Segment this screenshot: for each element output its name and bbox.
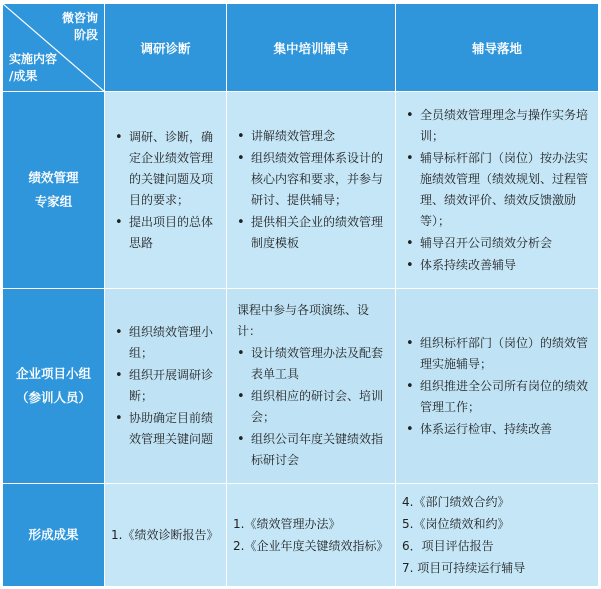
header-row	[3, 4, 599, 92]
list-item: 6．项目评估报告	[402, 539, 494, 553]
expert-group-row	[3, 92, 599, 289]
list-item: • 提出项目的总体思路	[113, 212, 218, 254]
corner-stage-line1: 微咨询	[61, 11, 98, 25]
team-implementation-cell	[396, 289, 599, 484]
team-research-cell	[105, 289, 227, 484]
list-item: 2.《企业年度关键绩效指标》	[233, 539, 389, 553]
row-label-project-team	[3, 289, 105, 484]
list-item: • 协助确定目前绩效管理关键问题	[113, 408, 218, 450]
expert-research-cell	[105, 92, 227, 289]
list-item: • 组织开展调研诊断；	[113, 365, 218, 407]
list-item: • 辅导标杆部门（岗位）按办法实施绩效管理（绩效规划、过程管理、绩效评价、绩效反馈激励等）；	[404, 148, 590, 232]
expert-training-cell	[227, 92, 396, 289]
corner-stage-label	[62, 10, 98, 44]
list-item: 1.《绩效诊断报告》	[111, 528, 219, 542]
stage-header-implementation: 辅导落地	[396, 4, 599, 92]
list-item: • 组织绩效管理小组；	[113, 322, 218, 364]
deliverables-training-cell	[227, 484, 396, 587]
list-item: 7. 项目可持续运行辅导	[402, 561, 526, 575]
deliverables-research-cell	[105, 484, 227, 587]
stage-header-research: 调研诊断	[105, 4, 227, 92]
list-item: • 辅导召开公司绩效分析会	[404, 233, 590, 254]
list-item: • 组织绩效管理体系设计的核心内容和要求，并参与研讨、提供辅导；	[235, 148, 387, 211]
deliverables-row	[3, 484, 599, 587]
corner-header-cell	[3, 4, 105, 92]
list-item: • 全员绩效管理理念与操作实务培训；	[404, 105, 590, 147]
list-item: 1.《绩效管理办法》	[233, 517, 341, 531]
expert-implementation-cell	[396, 92, 599, 289]
list-item: 5.《岗位绩效和约》	[402, 517, 510, 531]
row-label-line1: 绩效管理	[28, 170, 79, 185]
row-label-line2: 专家组	[34, 194, 73, 209]
consulting-stage-table	[2, 3, 599, 587]
project-team-row	[3, 289, 599, 484]
corner-stage-line2: 阶段	[73, 28, 98, 42]
list-item: • 组织推进全公司所有岗位的绩效管理工作；	[404, 376, 590, 418]
list-item: 4.《部门绩效合约》	[402, 495, 510, 509]
training-intro-text: 课程中参与各项演练、设计：	[237, 303, 370, 338]
list-item: • 组织相应的研讨会、培训会；	[235, 386, 387, 428]
deliverables-implementation-cell	[396, 484, 599, 587]
corner-content-line1: 实施内容	[9, 52, 58, 66]
list-item: • 体系运行检审、持续改善	[404, 419, 590, 440]
list-item: • 组织公司年度关键绩效指标研讨会	[235, 429, 387, 471]
corner-content-label	[9, 51, 57, 85]
row-label-line1: 企业项目小组	[15, 366, 91, 381]
list-item: • 设计绩效管理办法及配套表单工具	[235, 343, 387, 385]
list-item: • 讲解绩效管理念	[235, 126, 387, 147]
row-label-deliverables: 形成成果	[3, 484, 105, 587]
list-item: • 提供相关企业的绩效管理制度模板	[235, 212, 387, 254]
list-item: • 调研、诊断，确定企业绩效管理的关键问题及项目的要求；	[113, 127, 218, 211]
stage-header-training: 集中培训辅导	[227, 4, 396, 92]
list-item: • 体系持续改善辅导	[404, 255, 590, 276]
team-training-cell	[227, 289, 396, 484]
list-item: • 组织标杆部门（岗位）的绩效管理实施辅导；	[404, 333, 590, 375]
row-label-line2: （参训人员）	[15, 390, 91, 405]
corner-content-line2: /成果	[9, 69, 38, 83]
row-label-expert-group	[3, 92, 105, 289]
